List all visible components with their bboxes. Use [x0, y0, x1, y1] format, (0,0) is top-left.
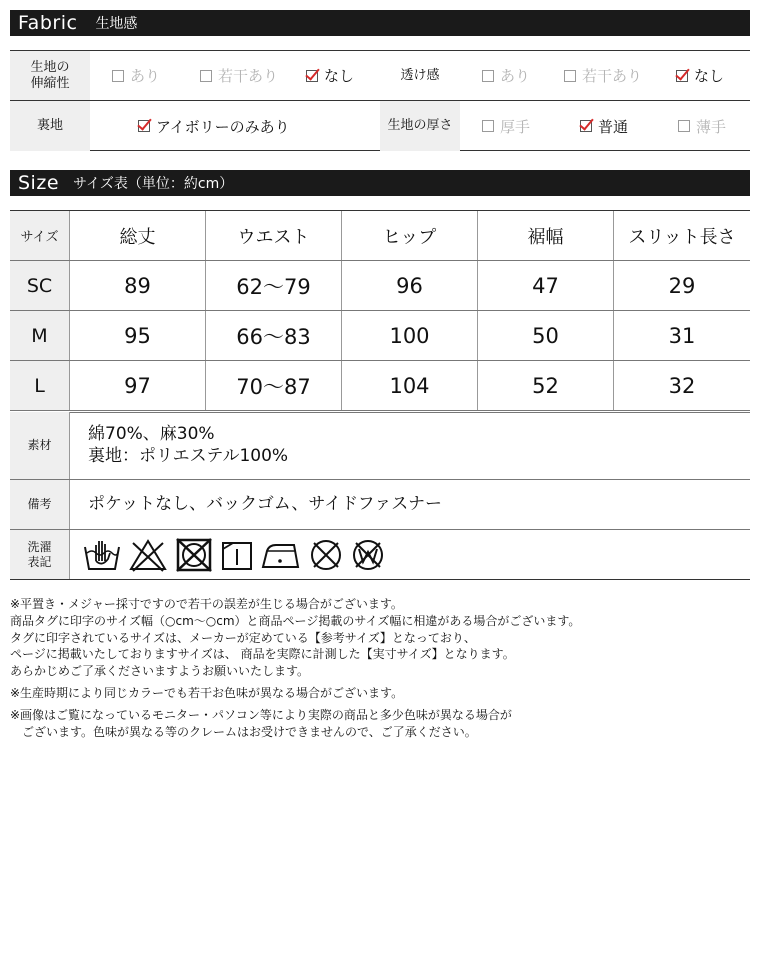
disclaimer-line: ※生産時期により同じカラーでも若干お色味が異なる場合がございます。 [10, 685, 404, 700]
checkbox-icon [112, 70, 124, 82]
checked-checkbox-icon [580, 120, 592, 132]
hand-wash-icon [82, 537, 122, 573]
table-cell: 96 [342, 261, 478, 310]
stretch-option-ari: あり [112, 65, 200, 86]
disclaimer-notes [10, 596, 750, 740]
no-wet-clean-icon [350, 537, 386, 573]
fabric-header-en: Fabric [18, 12, 78, 34]
no-bleach-icon [128, 537, 168, 573]
checkbox-icon [678, 120, 690, 132]
table-cell: 32 [668, 373, 696, 398]
row-label: L [10, 361, 70, 410]
table-row [10, 361, 750, 413]
care-label: 洗濯 表記 [10, 530, 70, 579]
disclaimer-line: ※平置き・メジャー採寸ですので若干の誤差が生じる場合がございます。 [10, 597, 403, 611]
low-iron-icon [260, 537, 302, 573]
row-label: SC [10, 261, 70, 310]
table-cell: 100 [342, 311, 478, 360]
lining-label: 裏地 [10, 101, 90, 151]
lining-options [90, 101, 380, 151]
fabric-header-jp: 生地感 [95, 16, 138, 32]
column-header-hem-width: 裾幅 [478, 211, 614, 260]
lining-option: アイボリーのみあり [138, 116, 290, 137]
size-section-header [10, 170, 750, 196]
table-cell: 50 [478, 311, 614, 360]
checkbox-icon [482, 70, 494, 82]
fabric-section-header [10, 10, 750, 36]
table-cell: 66〜83 [206, 311, 342, 360]
table-cell: 31 [668, 323, 696, 348]
column-header-hip: ヒップ [342, 211, 478, 260]
table-cell: 89 [70, 261, 206, 310]
table-cell: 97 [70, 361, 206, 410]
table-cell: 47 [478, 261, 614, 310]
sheer-option-jakkan: 若干あり [564, 65, 676, 86]
checked-checkbox-icon [676, 70, 688, 82]
sheer-option-ari: あり [482, 65, 564, 86]
disclaimer-line: ございます。色味が異なる等のクレームはお受けできませんので、ご了承ください。 [10, 724, 477, 739]
table-cell: 104 [342, 361, 478, 410]
care-icons [70, 530, 386, 579]
checkbox-icon [200, 70, 212, 82]
thickness-label: 生地の厚さ [380, 101, 460, 151]
fabric-row-1 [10, 51, 750, 101]
thickness-option-thin: 薄手 [678, 116, 726, 137]
disclaimer-line: 商品タグに印字のサイズ幅（○cm〜○cm）と商品ページ掲載のサイズ幅に相違がある場合がございます。 [10, 613, 581, 628]
material-value [70, 412, 288, 479]
no-tumble-dry-icon [174, 537, 214, 573]
material-label: 素材 [10, 412, 70, 479]
notes-label: 備考 [10, 480, 70, 529]
thickness-option-thick: 厚手 [482, 116, 580, 137]
disclaimer-line: あらかじめご了承くださいますようお願いいたします。 [10, 664, 310, 679]
notes-row [10, 480, 750, 530]
line-dry-icon [220, 537, 254, 573]
size-table [10, 210, 750, 413]
stretch-option-jakkan: 若干あり [200, 65, 306, 86]
size-table-header [10, 211, 750, 261]
size-header-en: Size [18, 172, 60, 194]
disclaimer-line: タグに印字されているサイズは、メーカーが定めている【参考サイズ】となっており、 [10, 630, 476, 645]
table-row [10, 311, 750, 361]
checked-checkbox-icon [306, 70, 318, 82]
sheer-label: 透け感 [380, 51, 460, 100]
thickness-option-normal: 普通 [580, 116, 678, 137]
table-row [10, 261, 750, 311]
fabric-table [10, 50, 750, 151]
stretch-label: 生地の 伸縮性 [10, 51, 90, 100]
table-cell: 62〜79 [206, 261, 342, 310]
stretch-options [90, 51, 380, 100]
care-row [10, 530, 750, 580]
checkbox-icon [482, 120, 494, 132]
material-line-2: 裏地：ポリエステル100% [88, 445, 289, 466]
column-header-length: 総丈 [70, 211, 206, 260]
row-label: M [10, 311, 70, 360]
table-cell: 95 [70, 311, 206, 360]
material-row [10, 412, 750, 480]
checked-checkbox-icon [138, 120, 150, 132]
no-dry-clean-icon [308, 537, 344, 573]
column-header-size: サイズ [10, 211, 70, 260]
column-header-slit-length: スリット長さ [614, 211, 750, 260]
fabric-row-2 [10, 101, 750, 151]
thickness-options [460, 101, 750, 151]
checkbox-icon [564, 70, 576, 82]
sheer-options [460, 51, 750, 100]
table-cell: 29 [668, 273, 696, 298]
column-header-waist: ウエスト [206, 211, 342, 260]
disclaimer-line: ページに掲載いたしておりますサイズは、 商品を実際に計測した【実寸サイズ】となります。 [10, 647, 515, 662]
disclaimer-line: ※画像はご覧になっているモニター・パソコン等により実際の商品と多少色味が異なる場合が [10, 707, 512, 722]
notes-value: ポケットなし、バックゴム、サイドファスナー [88, 493, 442, 514]
sheer-option-nashi: なし [676, 65, 724, 86]
table-cell: 70〜87 [206, 361, 342, 410]
table-cell: 52 [478, 361, 614, 410]
info-table [10, 412, 750, 580]
size-header-jp: サイズ表（単位：約cm） [73, 176, 234, 192]
material-line-1: 綿70%、麻30% [88, 424, 215, 445]
stretch-option-nashi: なし [306, 65, 354, 86]
